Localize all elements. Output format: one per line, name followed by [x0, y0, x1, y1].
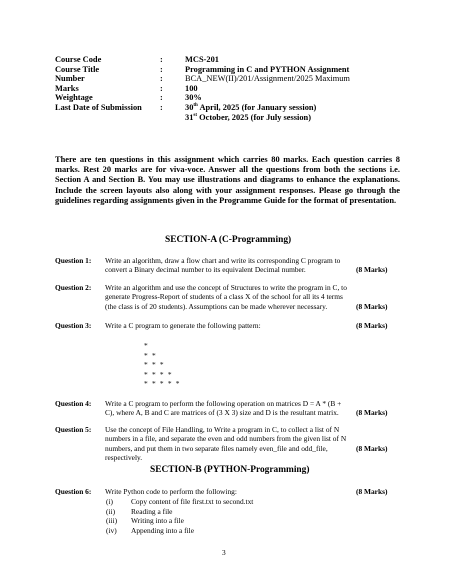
instructions-paragraph: There are ten questions in this assignment which carries 80 marks. Each question carries 8 marks. Rest 20 marks are for viva-voce. Answer all the questions from both the sections i.e. Section A and Section B. You may use illustrations and diagrams to enhance the explanations. Include the screen layouts also along with your assignment responses. Please go through the guidelines regarding assignments given in the Programme Guide for the format of presentation.: [55, 155, 400, 205]
sub-item-text: Appending into a file: [131, 526, 195, 536]
question-marks: (8 Marks): [356, 443, 388, 453]
pattern-row: * *: [144, 350, 157, 360]
question-marks: (8 Marks): [356, 321, 388, 330]
pattern-row: * * *: [144, 360, 165, 370]
course-code-label: Course Code: [55, 55, 102, 64]
sub-item-number: (i): [106, 496, 113, 506]
marks-label: Marks: [55, 83, 79, 93]
question-label: Question 3:: [55, 321, 92, 330]
question-text: Use the concept of File Handling, to Write a program in C, to collect a list of N numbers in a file, and separate the even and odd numbers from the given list of N numbers, and put them in two separate files namely even_file and odd_file, respectively.: [105, 425, 347, 462]
pattern-row: * * * * *: [144, 379, 181, 389]
sub-item-text: Reading a file: [131, 506, 173, 516]
question-marks: (8 Marks): [356, 408, 388, 418]
section-a-title: SECTION-A (C-Programming): [165, 235, 292, 245]
question-text: Write an algorithm and use the concept of Structures to write the program in C, to generate Progress-Report of students of a class X of the school for all its 4 terms (the class is of 20 students). Assumptions can be made wherever necessary.: [105, 283, 347, 311]
question-text: Write a C program to generate the following pattern:: [105, 321, 261, 330]
course-title-value: Programming in C and PYTHON Assignment: [185, 64, 350, 74]
course-code-value: MCS-201: [185, 55, 219, 64]
number-label: Number: [55, 74, 85, 84]
last-date-label: Last Date of Submission: [55, 103, 142, 112]
question-label: Question 4:: [55, 399, 92, 408]
sub-item-number: (iv): [106, 526, 117, 536]
question-marks: (8 Marks): [356, 487, 388, 496]
question-marks: (8 Marks): [356, 301, 388, 311]
sub-item-number: (iii): [106, 516, 118, 526]
course-title-label: Course Title: [55, 64, 100, 74]
question-text: Write a C program to perform the following operation on matrices D = A * (B + C), where A, B and C are matrices of (3 X 3) size and D is the resultant matrix.: [105, 399, 342, 418]
question-label: Question 1:: [55, 256, 92, 265]
question-marks: (8 Marks): [356, 265, 388, 275]
separator: :: [160, 74, 163, 84]
separator: :: [160, 64, 163, 74]
marks-value: 100: [185, 83, 198, 93]
number-value: BCA_NEW(II)/201/Assignment/2025 Maximum: [185, 74, 350, 84]
separator: :: [160, 83, 163, 93]
sub-item-text: Copy content of file first.txt to second.txt: [131, 496, 254, 506]
page-number: 3: [222, 548, 226, 557]
question-label: Question 6:: [55, 487, 92, 496]
weightage-label: Weightage: [55, 93, 93, 103]
sub-item-number: (ii): [106, 506, 116, 516]
separator: :: [160, 55, 163, 64]
separator: :: [160, 103, 163, 112]
pattern-row: * * * *: [144, 369, 173, 379]
weightage-value: 30%: [185, 93, 202, 103]
section-b-title: SECTION-B (PYTHON-Programming): [150, 465, 310, 475]
pattern-row: *: [144, 341, 149, 350]
separator: :: [160, 93, 163, 103]
question-text: Write Python code to perform the following:: [105, 487, 237, 496]
question-label: Question 2:: [55, 283, 92, 292]
last-date-july: 31st October, 2025 (for July session): [185, 112, 311, 122]
question-text: Write an algorithm, draw a flow chart and write its corresponding C program to convert a Binary decimal number to its equivalent Decimal number.: [105, 256, 341, 275]
last-date-january: 30th April, 2025 (for January session): [185, 103, 317, 112]
sub-item-text: Writing into a file: [131, 516, 184, 526]
question-label: Question 5:: [55, 425, 92, 434]
